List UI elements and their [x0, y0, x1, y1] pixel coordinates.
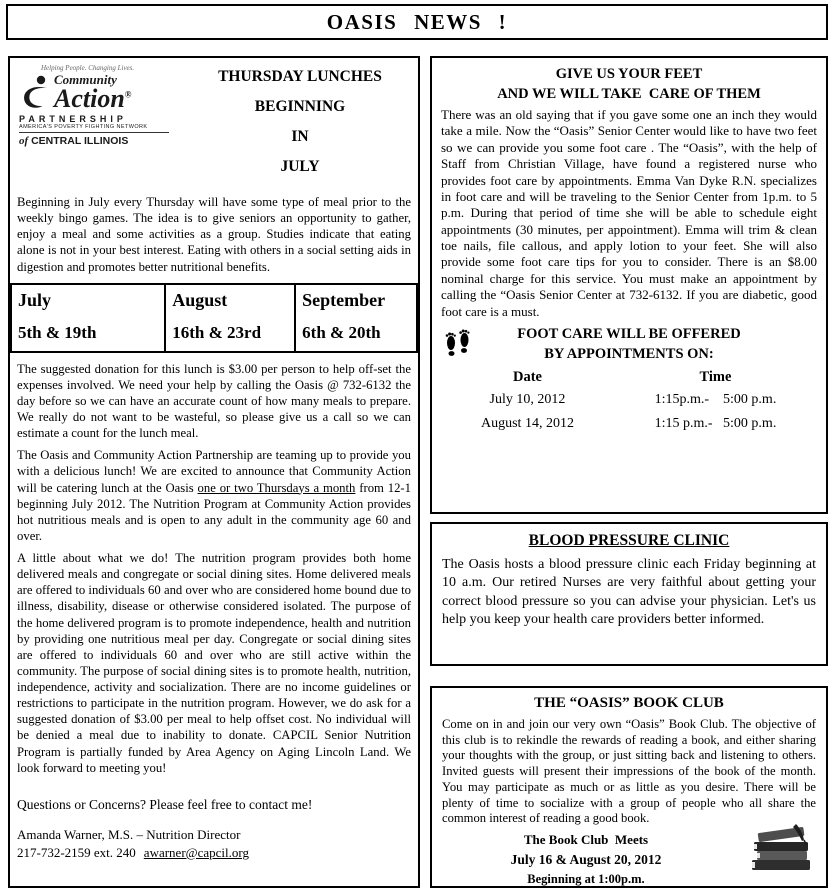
schedule-month: September — [302, 289, 386, 310]
person-swoosh-icon — [19, 75, 51, 111]
blood-pressure-paragraph: The Oasis hosts a blood pressure clinic each Friday beginning at 10 a.m. Our retired Nurses are very faithful about getting your correct blood pressure so you can advise your physician. Let's us help you keep your health care providers better informed. — [442, 557, 816, 628]
logo-wordmark — [54, 73, 132, 112]
footprints-icon — [443, 326, 473, 360]
newsletter-header — [6, 4, 828, 40]
foot-care-title-1: GIVE US YOUR FEET — [555, 66, 703, 82]
logo-of: of — [19, 135, 29, 147]
lunch-schedule-table — [10, 283, 418, 353]
lunch-title-line: BEGINNING — [254, 98, 346, 115]
appt-date: August 14, 2012 — [481, 415, 574, 431]
logo-main-row — [19, 73, 187, 112]
schedule-cell-september — [295, 284, 417, 352]
schedule-dates: 5th & 19th — [18, 322, 97, 342]
appt-col-header-time: Time — [699, 368, 732, 385]
book-club-meets-label: The Book Club Meets — [523, 832, 649, 848]
catering-text-a: The Oasis and Community Action Partnership are teaming up to provide you with a delicious lunch! We are excited to announce that Community Action will be catering lunch at the Oasis — [17, 448, 411, 495]
community-action-logo — [17, 62, 189, 188]
stack-of-books-icon — [744, 822, 816, 878]
appt-time: 1:15 p.m.- 5:00 p.m. — [654, 415, 777, 431]
lunch-title-line: JULY — [280, 158, 320, 175]
contact-phone-line — [17, 845, 411, 861]
logo-action-word — [54, 86, 132, 112]
catering-paragraph — [17, 447, 411, 544]
book-club-meeting-time: Beginning at 1:00p.m. — [527, 872, 645, 887]
logo-network-line: AMERICA'S POVERTY FIGHTING NETWORK — [19, 124, 169, 133]
catering-underlined-phrase: one or two Thursdays a month — [197, 480, 356, 495]
schedule-dates: 16th & 23rd — [172, 322, 262, 342]
blood-pressure-section — [430, 522, 828, 666]
book-club-title: THE “OASIS” BOOK CLUB — [534, 695, 724, 711]
catering-text-b: from 12-1 beginning July 2012. The Nutrition Program at Community Action provides hot nutritious meals and is open to any adult in the community age 60 and over. — [17, 480, 412, 543]
schedule-month: August — [172, 289, 228, 310]
lunch-title-line: THURSDAY LUNCHES — [218, 68, 382, 85]
appointments-table — [441, 367, 817, 436]
contact-phone: 217-732-2159 ext. 240 — [17, 844, 136, 860]
lunch-title — [189, 62, 411, 188]
logo-tagline: Helping People. Changing Lives. — [41, 64, 135, 72]
foot-care-title-2: AND WE WILL TAKE CARE OF THEM — [497, 86, 761, 102]
lunch-header-row — [17, 62, 411, 188]
schedule-dates: 6th & 20th — [302, 322, 381, 342]
logo-community-word: Community — [54, 72, 117, 87]
blood-pressure-title: BLOOD PRESSURE CLINIC — [528, 532, 730, 549]
contact-block — [17, 796, 411, 861]
thursday-lunches-section — [8, 56, 420, 888]
logo-partnership-word: PARTNERSHIP — [19, 114, 127, 124]
foot-care-section — [430, 56, 828, 514]
logo-action-text: Action — [54, 84, 125, 113]
appointments-subtitle-2: BY APPOINTMENTS ON: — [544, 345, 714, 362]
donation-paragraph: The suggested donation for this lunch is $3.00 per person to help off-set the expenses involved. We need your help by calling the Oasis @ 732-6132 the day before so we can have an accurate count of how many meals to prepare. We really do not want to be wasteful, so please give us a call so we can estimate a count for the lunch meal. — [17, 361, 411, 441]
logo-region-line — [19, 135, 187, 147]
lunch-intro-paragraph: Beginning in July every Thursday will have some type of meal prior to the weekly bingo games. The idea is to give seniors an opportunity to gather, enjoy a meal and some activities as a group. Studies indicate that eating alone is not in your best interest. Eating with others in a social setting aids in digestion and promotes better nutritional benefits. — [17, 195, 411, 274]
book-club-section — [430, 686, 828, 888]
registered-mark: ® — [124, 89, 132, 100]
book-club-meeting-dates: July 16 & August 20, 2012 — [510, 852, 662, 868]
contact-question: Questions or Concerns? Please feel free to contact me! — [17, 796, 313, 812]
logo-region-name: CENTRAL ILLINOIS — [31, 135, 129, 147]
appointments-block — [441, 326, 817, 436]
contact-name: Amanda Warner, M.S. – Nutrition Director — [17, 826, 241, 842]
schedule-cell-july — [11, 284, 165, 352]
contact-email-link: awarner@capcil.org — [143, 844, 250, 860]
appointments-subtitle-1: FOOT CARE WILL BE OFFERED — [517, 325, 741, 342]
appt-col-header-date: Date — [512, 368, 542, 385]
nutrition-program-paragraph: A little about what we do! The nutrition program provides both home delivered meals and congregate or social dining sites. Home delivered meals are offered to individuals 60 and over who are considered home bound due to illness, disability, disease or otherwise considered isolated. The purpose of the home delivered program is to promote independence, health and nutrition by providing one nutritious meal per day. Congregate or social dining sites are offered to individuals 60 and over who are still active within the community. The purpose of social dining sites is to promote health, nutrition, independence, activity and socialization. There are no income guidelines or restrictions to participate in the nutrition program. However, we do ask for a suggested donation of $3.00 per meal to help offset cost. No individual will be denied a meal due to inability to donate. CAPCIL Senior Nutrition Program is partially funded by Area Agency on Aging Lincoln Land. We look forward to meeting you! — [17, 551, 411, 775]
lunch-title-line: IN — [291, 128, 309, 145]
appt-date: July 10, 2012 — [489, 391, 566, 407]
foot-care-paragraph: There was an old saying that if you gave some one an inch they would take a mile. Now the “Oasis” Senior Center would like to have two feet so we can provide you some foot care . The “Oasis”, with the help of Staff from Christian Village, have found a registered nurse who provides foot care by appointments. Emma Van Dyke R.N. specializes in foot care and will be traveling to the Senior Center from 1p.m. to 5 p.m. During that period of time she will be able to schedule eight appointments (30 minutes, per appointment). Emma will trim & clean toe nails, file callous, and apply lotion to your feet. She will also provide some foot care tips for you to consider. There is an $8.00 nominal charge for this service. You must make an appointment by calling the “Oasis Senior Center at 732-6132. If you are diabetic, good foot care is a must. — [441, 107, 817, 319]
book-club-paragraph: Come on in and join our very own “Oasis” Book Club. The objective of this club is to rekindle the rewards of reading a book, and either sharing your thoughts with the group, or just sitting back and listening to others. Invited guests will present their impressions of the book of the month. You may participate as much or as little as you desire. There will be plenty of time to socialize with a group of people who all share the common interest of reading a good book. — [442, 717, 816, 826]
schedule-cell-august — [165, 284, 295, 352]
page-title: OASIS NEWS ! — [326, 9, 508, 34]
schedule-row — [11, 284, 417, 352]
schedule-month: July — [18, 289, 52, 310]
appt-time: 1:15p.m.- 5:00 p.m. — [654, 391, 777, 407]
